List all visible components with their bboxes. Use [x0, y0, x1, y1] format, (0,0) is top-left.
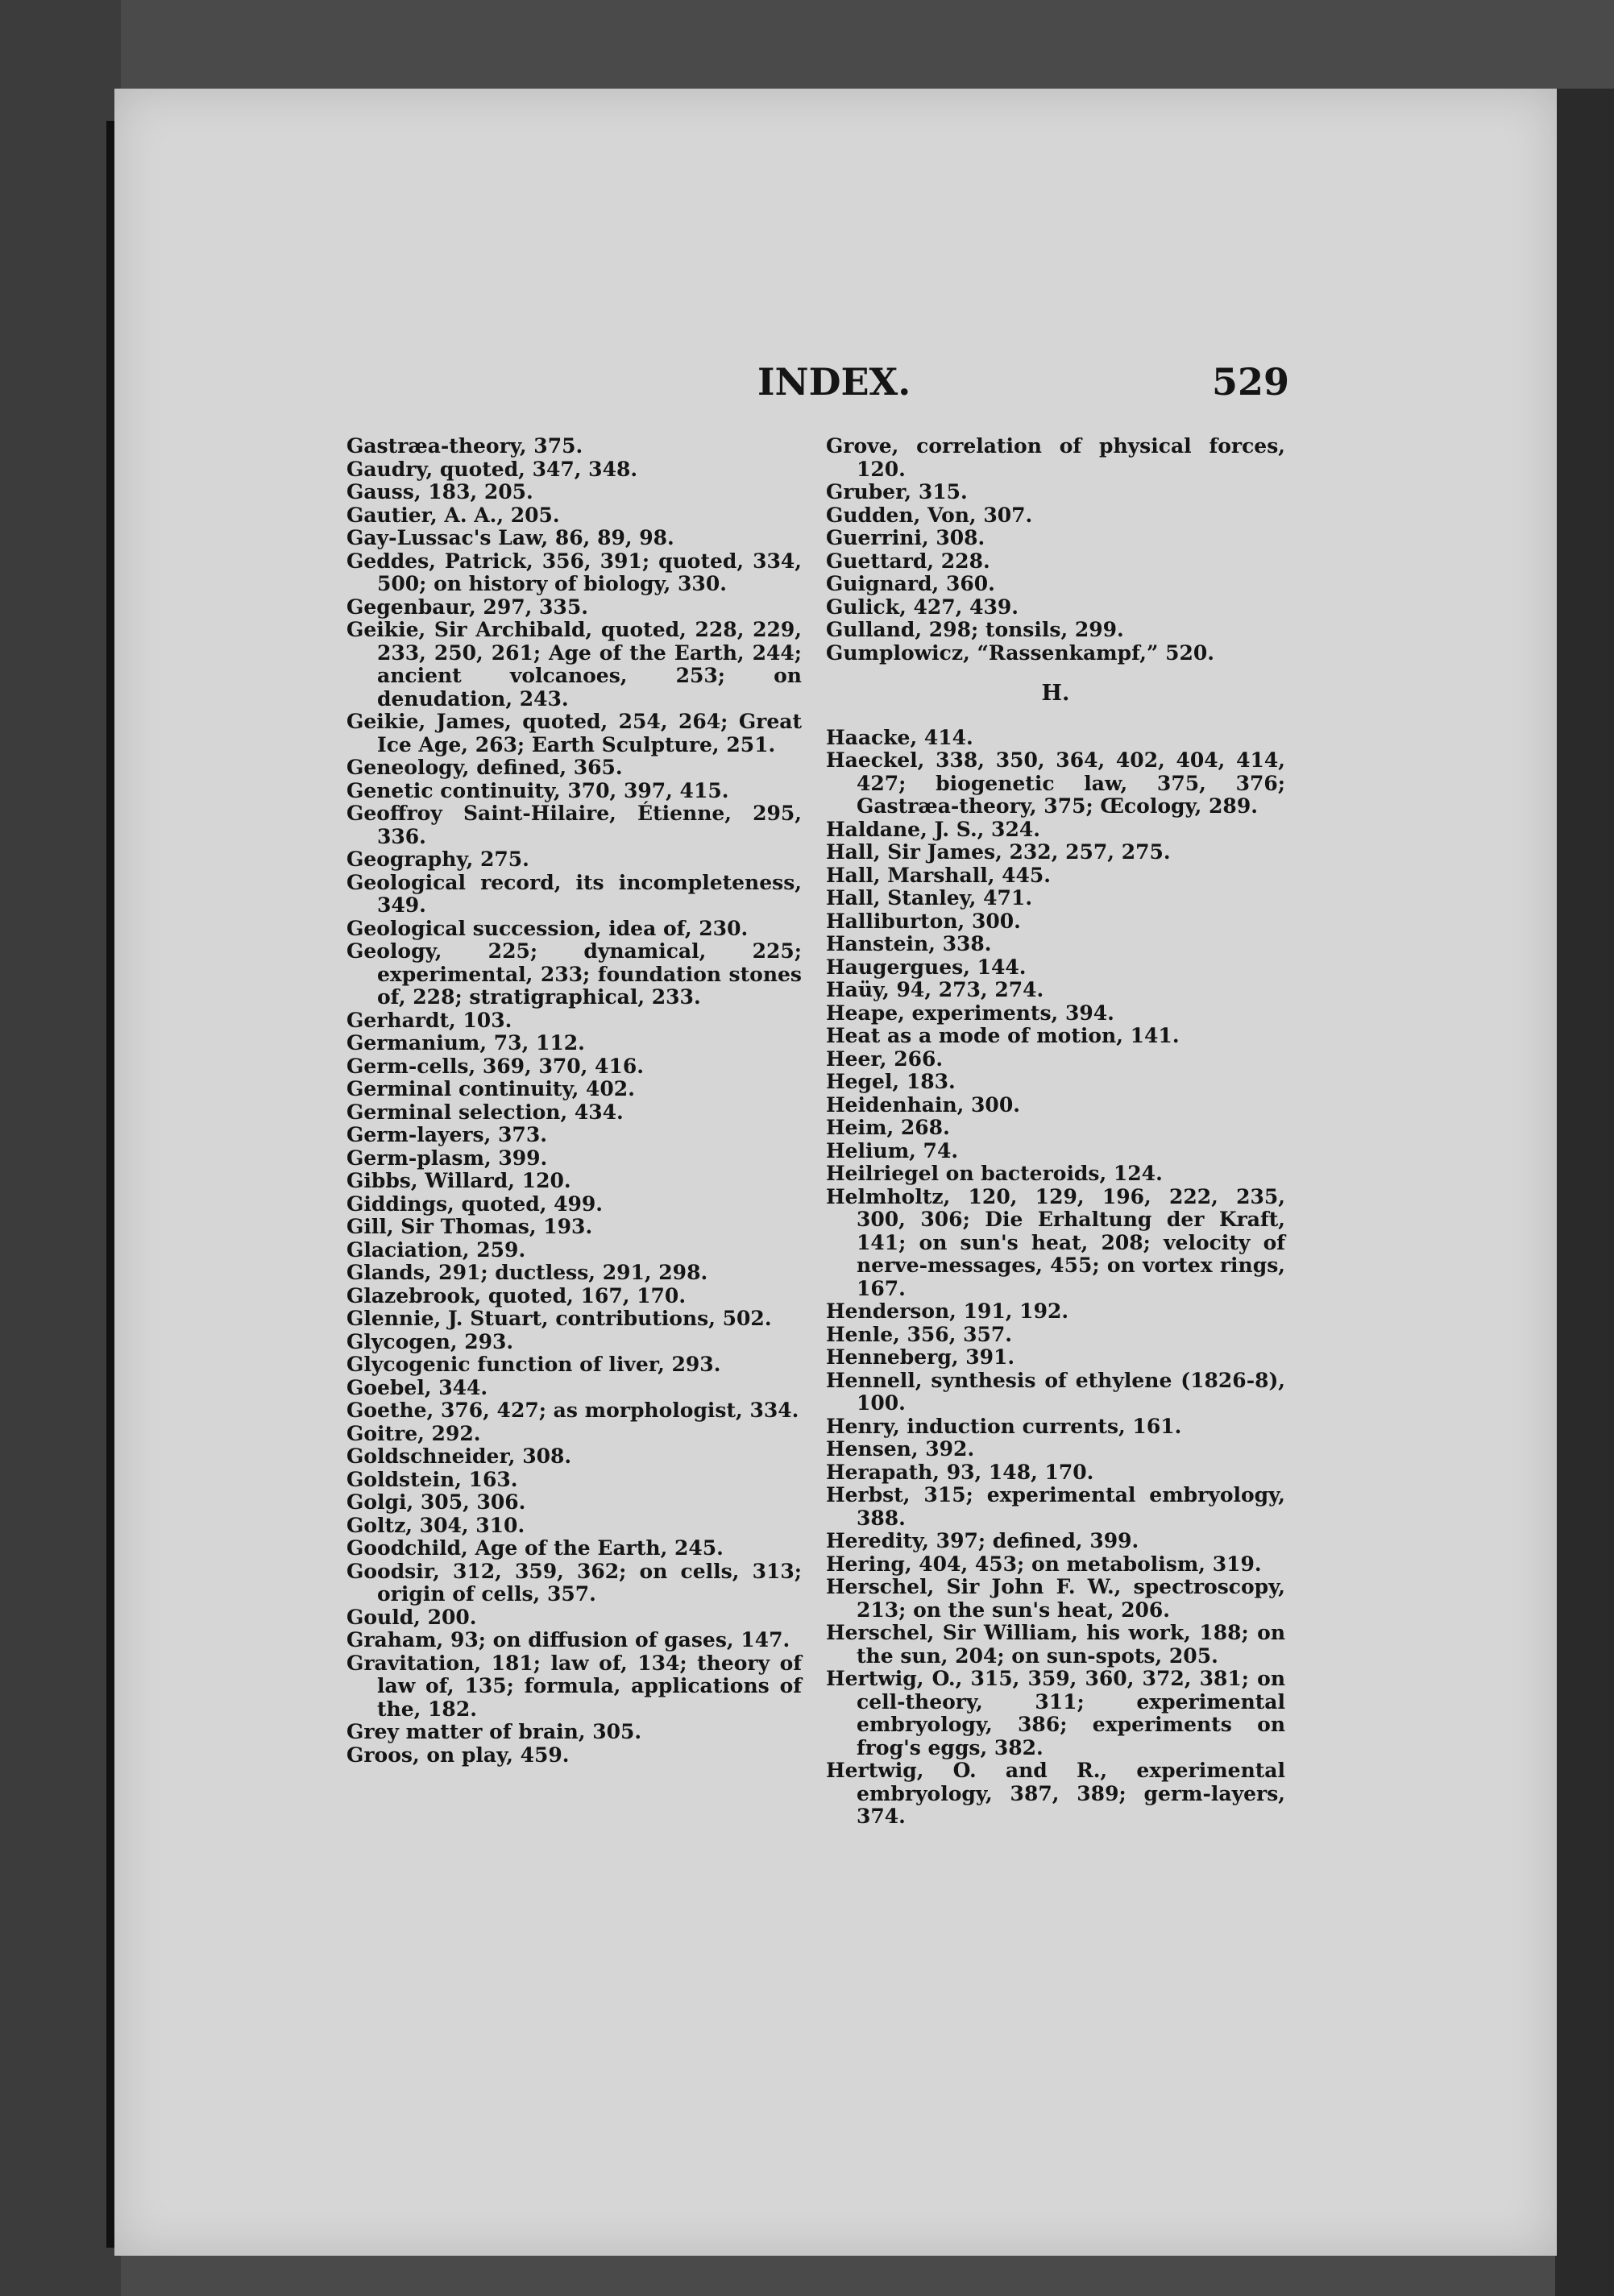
index-entry: Gay-Lussac's Law, 86, 89, 98.: [346, 526, 674, 549]
index-entry: Heape, experiments, 394.: [826, 1001, 1114, 1025]
page-title: INDEX.: [757, 360, 911, 404]
page-number: 529: [1211, 360, 1289, 404]
index-entry: Henneberg, 391.: [826, 1345, 1015, 1369]
index-entry: Glycogen, 293.: [346, 1329, 514, 1353]
index-entry: Haugergues, 144.: [826, 955, 1027, 979]
index-entry: Goitre, 292.: [346, 1421, 481, 1445]
index-entry: Geddes, Patrick, 356, 391; quoted, 334, 500; on history of biology, 330.: [346, 549, 802, 595]
index-entry: Hanstein, 338.: [826, 932, 992, 955]
index-entry: Goodchild, Age of the Earth, 245.: [346, 1536, 724, 1560]
index-entry: Haldane, J. S., 324.: [826, 817, 1040, 841]
index-entry: Heidenhain, 300.: [826, 1092, 1020, 1117]
index-entry: Goltz, 304, 310.: [346, 1513, 525, 1537]
index-entry: Groos, on play, 459.: [346, 1743, 570, 1767]
index-entry: Heilriegel on bacteroids, 124.: [826, 1162, 1163, 1185]
index-entry: Glazebrook, quoted, 167, 170.: [346, 1283, 687, 1308]
index-entry: Gill, Sir Thomas, 193.: [346, 1215, 593, 1238]
index-entry: Hering, 404, 453; on metabolism, 319.: [826, 1552, 1262, 1576]
index-entry: Guettard, 228.: [826, 549, 990, 573]
index-entry: Henderson, 191, 192.: [826, 1299, 1069, 1323]
index-entry: Henry, induction currents, 161.: [826, 1414, 1182, 1438]
index-entry: Gautier, A. A., 205.: [346, 503, 560, 527]
index-entry: Genetic continuity, 370, 397, 415.: [346, 778, 729, 802]
index-entry: Guerrini, 308.: [826, 526, 985, 549]
page-header: [757, 360, 1289, 408]
index-entry: Gegenbaur, 297, 335.: [346, 595, 588, 619]
index-entry: Geological succession, idea of, 230.: [346, 916, 749, 940]
index-entry: Gulick, 427, 439.: [826, 595, 1019, 619]
index-entry: Hertwig, O., 315, 359, 360, 372, 381; on cell-theory, 311; experimental embryology, 386; experiments on frog's eggs, 382.: [826, 1667, 1285, 1759]
index-entry: Herbst, 315; experimental embryology, 388.: [826, 1483, 1285, 1530]
index-entry: Gulland, 298; tonsils, 299.: [826, 618, 1124, 641]
index-entry: Geneology, defined, 365.: [346, 756, 623, 779]
index-entry: Germanium, 73, 112.: [346, 1031, 585, 1055]
index-entry: Hall, Sir James, 232, 257, 275.: [826, 840, 1171, 864]
index-entry: Gudden, Von, 307.: [826, 503, 1033, 527]
index-entry: Germ-layers, 373.: [346, 1123, 547, 1146]
index-entry: Germinal continuity, 402.: [346, 1077, 635, 1100]
index-entry: Heim, 268.: [826, 1116, 950, 1139]
scan-background-left: [0, 0, 121, 2296]
book-binding-edge: [106, 121, 114, 2248]
index-entry: Heat as a mode of motion, 141.: [826, 1024, 1180, 1047]
index-entry: Haacke, 414.: [826, 725, 973, 749]
index-entry: Germinal selection, 434.: [346, 1100, 624, 1124]
index-entry: Helmholtz, 120, 129, 196, 222, 235, 300, 306; Die Erhaltung der Kraft, 141; on sun's heat, 208; velocity of nerve-messages, 455; on vortex rings, 167.: [826, 1184, 1285, 1300]
index-entry: Gibbs, Willard, 120.: [346, 1169, 571, 1192]
index-entry: Hall, Stanley, 471.: [826, 886, 1033, 910]
index-entry: Golgi, 305, 306.: [346, 1490, 526, 1514]
index-entry: Geological record, its incompleteness, 349.: [346, 870, 802, 917]
index-entry: Hertwig, O. and R., experimental embryology, 387, 389; germ-layers, 374.: [826, 1759, 1285, 1828]
index-entry: Goodsir, 312, 359, 362; on cells, 313; origin of cells, 357.: [346, 1559, 802, 1606]
index-entry: Hensen, 392.: [826, 1437, 975, 1461]
index-entry: Hegel, 183.: [826, 1070, 956, 1093]
index-entry: Gaudry, quoted, 347, 348.: [346, 457, 638, 481]
index-entry: Gould, 200.: [346, 1605, 477, 1629]
index-entry: Geoffroy Saint-Hilaire, Étienne, 295, 336.: [346, 802, 802, 848]
index-entry: Haüy, 94, 273, 274.: [826, 978, 1044, 1001]
index-entry: Gruber, 315.: [826, 480, 968, 504]
index-entry: Gravitation, 181; law of, 134; theory of law of, 135; formula, applications of the, 182.: [346, 1651, 802, 1721]
index-entry: Gauss, 183, 205.: [346, 480, 533, 504]
index-entry: Heer, 266.: [826, 1046, 944, 1071]
index-entry: Herschel, Sir William, his work, 188; on the sun, 204; on sun-spots, 205.: [826, 1621, 1285, 1668]
index-entry: Gastræa-theory, 375.: [346, 434, 583, 458]
index-entry: Herschel, Sir John F. W., spectroscopy, 213; on the sun's heat, 206.: [826, 1575, 1285, 1622]
index-entry: Geikie, Sir Archibald, quoted, 228, 229, 233, 250, 261; Age of the Earth, 244; ancient volcanoes, 253; on denudation, 243.: [346, 618, 802, 711]
index-entry: Heredity, 397; defined, 399.: [826, 1529, 1139, 1552]
index-entry: Germ-cells, 369, 370, 416.: [346, 1054, 644, 1078]
index-column-left: [346, 435, 802, 1767]
index-entry: Grove, correlation of physical forces, 120.: [826, 434, 1285, 481]
index-entry: Graham, 93; on diffusion of gases, 147.: [346, 1628, 790, 1652]
index-entry: Gerhardt, 103.: [346, 1008, 512, 1032]
index-entry: Glennie, J. Stuart, contributions, 502.: [346, 1307, 772, 1330]
index-column-right: [826, 435, 1285, 1829]
index-entry: Gumplowicz, “Rassenkampf,” 520.: [826, 640, 1214, 665]
index-entry: Geography, 275.: [346, 848, 529, 871]
index-entry: Glands, 291; ductless, 291, 298.: [346, 1261, 708, 1284]
index-entry: Glycogenic function of liver, 293.: [346, 1353, 721, 1376]
index-entry: Hall, Marshall, 445.: [826, 863, 1052, 887]
index-entry: Goethe, 376, 427; as morphologist, 334.: [346, 1399, 799, 1422]
index-entry: Henle, 356, 357.: [826, 1322, 1012, 1346]
index-entry: Geology, 225; dynamical, 225; experimental, 233; foundation stones of, 228; stratigraphical, 233.: [346, 939, 802, 1009]
index-entry: Hennell, synthesis of ethylene (1826-8), 100.: [826, 1368, 1285, 1415]
index-entry: Herapath, 93, 148, 170.: [826, 1460, 1094, 1484]
index-entry: Halliburton, 300.: [826, 909, 1021, 933]
index-entry: Helium, 74.: [826, 1138, 959, 1163]
index-entry: Geikie, James, quoted, 254, 264; Great Ice Age, 263; Earth Sculpture, 251.: [346, 710, 802, 756]
index-entries-h: [826, 727, 1285, 1829]
index-entries-g: [826, 435, 1285, 665]
index-entry: Goebel, 344.: [346, 1375, 488, 1399]
index-entry: Germ-plasm, 399.: [346, 1146, 548, 1170]
index-entry: Guignard, 360.: [826, 572, 995, 595]
index-entry: Giddings, quoted, 499.: [346, 1192, 604, 1216]
section-letter-h: H.: [1041, 681, 1070, 706]
index-entry: Haeckel, 338, 350, 364, 402, 404, 414, 427; biogenetic law, 375, 376; Gastræa-theory, 375; Œcology, 289.: [826, 748, 1285, 818]
index-entry: Glaciation, 259.: [346, 1237, 526, 1262]
index-entry: Goldstein, 163.: [346, 1467, 518, 1491]
scan-background-right: [1555, 89, 1614, 2296]
index-entry: Grey matter of brain, 305.: [346, 1720, 642, 1743]
index-entry: Goldschneider, 308.: [346, 1444, 572, 1468]
